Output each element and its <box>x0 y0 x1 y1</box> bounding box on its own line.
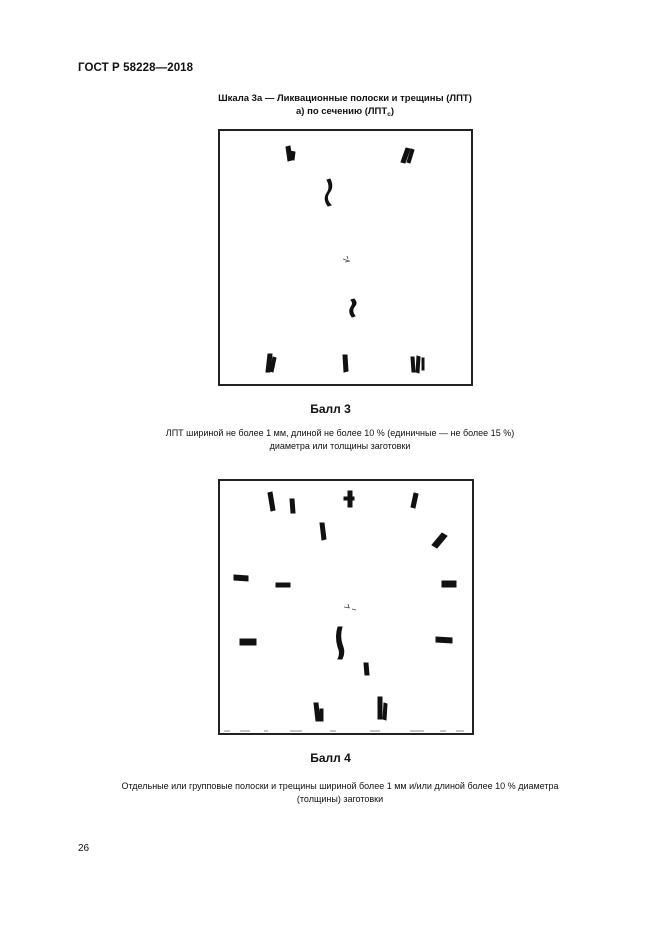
defect-mark <box>290 499 295 513</box>
page-number: 26 <box>78 843 90 854</box>
grade4-macrostructure-image <box>218 479 474 735</box>
defect-mark <box>240 639 256 645</box>
grade4-description-line1: Отдельные или групповые полоски и трещины шириной более 1 мм и/или длиной более 10 % диаметра <box>121 781 559 791</box>
defect-mark <box>378 697 382 719</box>
grade3-description-line2: диаметра или толщины заготовки <box>269 441 411 451</box>
grade4-description-line2: (толщины) заготовки <box>296 794 384 804</box>
defect-mark <box>337 627 344 659</box>
center-porosity <box>344 604 356 610</box>
grade3-description-line1: ЛПТ шириной не более 1 мм, длиной не более 10 % (единичные — не более 15 %) <box>165 428 515 438</box>
defect-mark <box>234 575 248 581</box>
scale-subtitle: а) по сечению $(ЛПТ_с)$ <box>296 106 394 118</box>
standard-number: ГОСТ Р 58228—2018 <box>78 62 194 74</box>
defect-mark <box>411 357 415 372</box>
scale-title: Шкала 3а — Ликвационные полоски и трещины (ЛПТ) <box>218 93 472 104</box>
defect-mark <box>432 533 447 548</box>
grade3-label: Балл 3 <box>310 402 351 416</box>
defect-mark <box>325 179 332 206</box>
grade3-macrostructure-image <box>218 129 473 386</box>
defect-mark <box>411 493 418 508</box>
defect-mark <box>416 356 420 373</box>
defect-mark <box>350 299 356 317</box>
defect-mark <box>276 583 290 587</box>
defect-mark <box>422 358 424 370</box>
defect-mark <box>320 709 323 721</box>
grade4-label: Балл 4 <box>310 751 351 765</box>
defect-mark <box>343 355 348 372</box>
defect-mark <box>268 492 275 511</box>
center-porosity <box>343 256 350 262</box>
defect-mark <box>320 523 326 540</box>
defect-mark <box>436 637 452 643</box>
defect-mark <box>364 663 369 675</box>
defect-mark <box>290 151 295 160</box>
defect-mark <box>344 497 354 500</box>
grade4-defects <box>220 481 472 733</box>
defect-mark <box>442 581 456 587</box>
grade3-defects <box>220 131 471 384</box>
defect-mark <box>383 703 387 720</box>
defect-mark <box>314 703 320 721</box>
